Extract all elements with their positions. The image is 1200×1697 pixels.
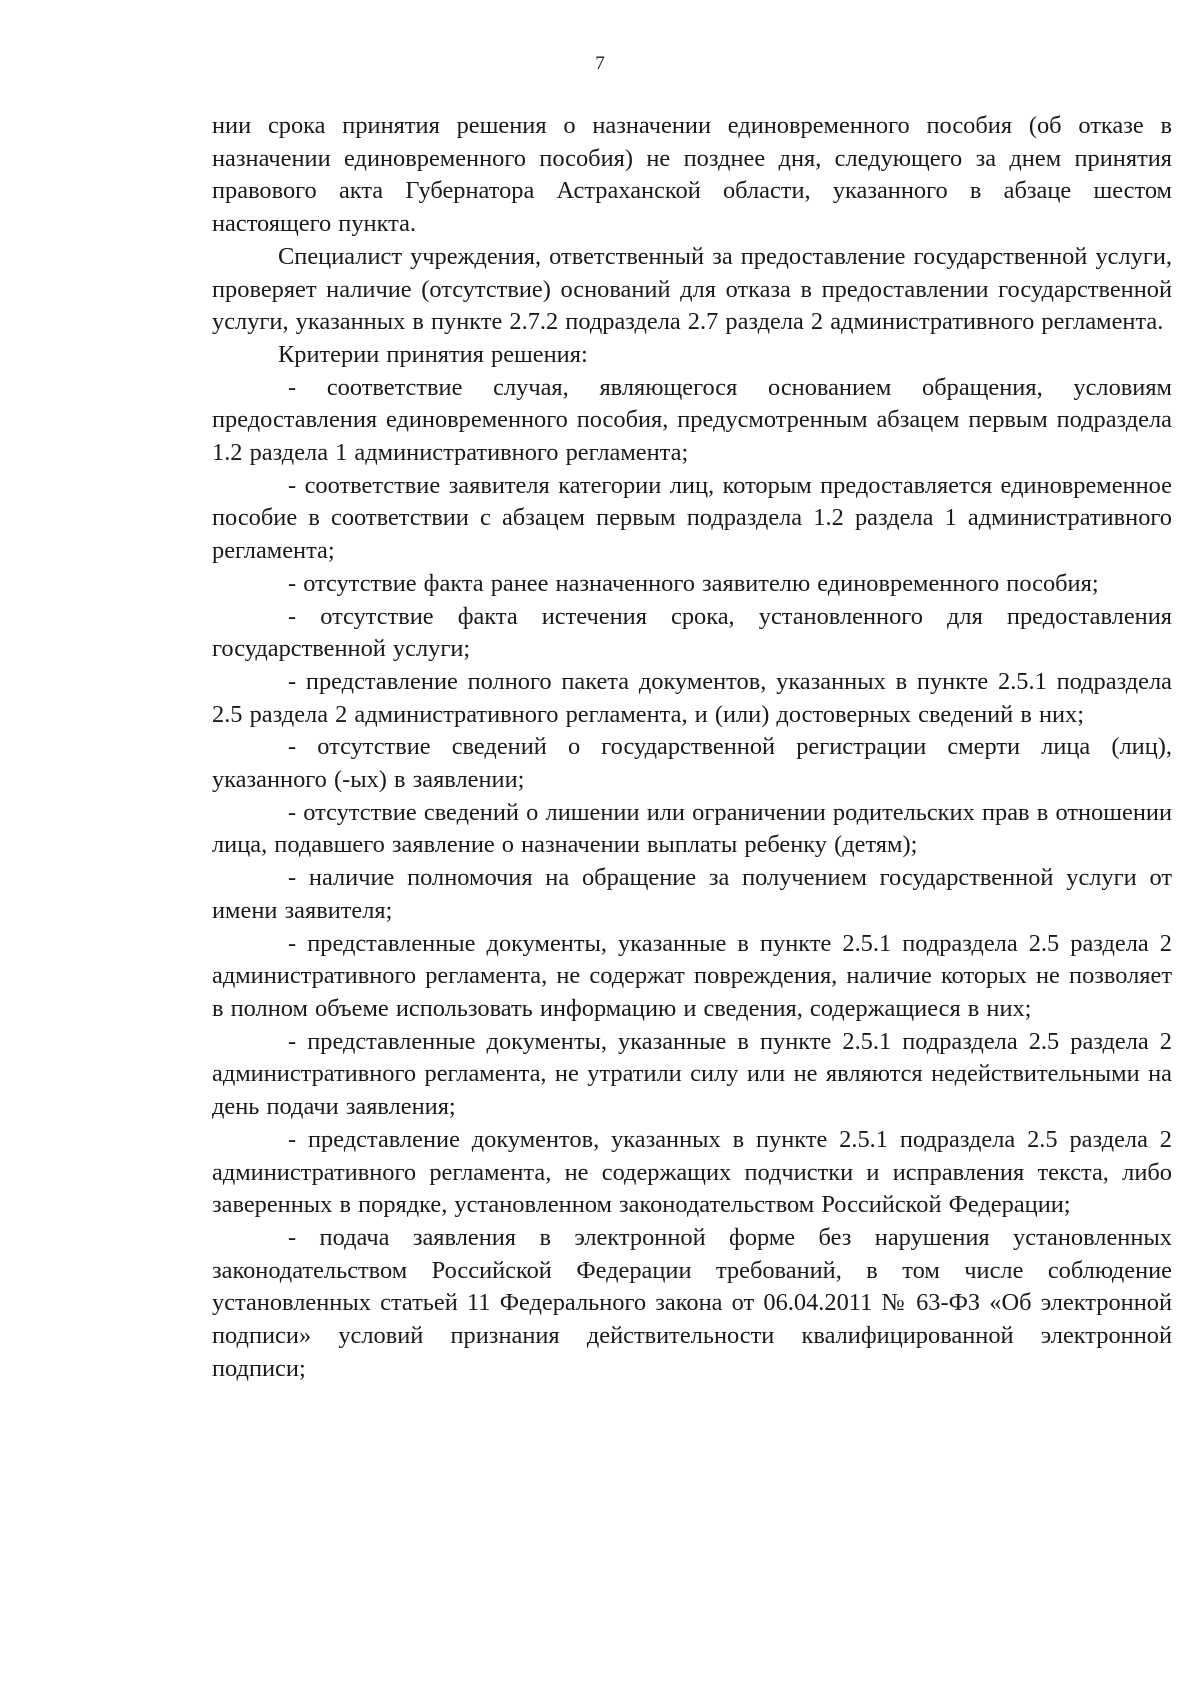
criterion-authority-to-apply: - наличие полномочия на обращение за получением государственной услуги от имени заявителя;	[212, 864, 1172, 924]
document-body	[212, 110, 1172, 1385]
criterion-no-prior-benefit: - отсутствие факта ранее назначенного заявителю единовременного пособия;	[288, 569, 1099, 597]
criterion-electronic-signature: - подача заявления в электронной форме без нарушения установленных законодательством Российской Федерации требований, в том числе соблюдение установленных статьей 11 Федерального закона от 06.04.2011 № 63-ФЗ «Об электронной подписи» условий признания действительности квалифицированной электронной подписи;	[212, 1223, 1172, 1382]
criterion-applicant-category: - соответствие заявителя категории лиц, которым предоставляется единовременное пособие в соответствии с абзацем первым подраздела 1.2 раздела 1 административного регламента;	[212, 471, 1172, 565]
page-number: 7	[595, 53, 605, 74]
criterion-no-corrections: - представление документов, указанных в пункте 2.5.1 подраздела 2.5 раздела 2 административного регламента, не содержащих подчистки и исправления текста, либо заверенных в порядке, установленном законодательством Российской Федерации;	[212, 1125, 1172, 1219]
paragraph-decision-deadline: нии срока принятия решения о назначении единовременного пособия (об отказе в назначении единовременного пособия) не позднее дня, следующего за днем принятия правового акта Губернатора Астраханской области, указанного в абзаце шестом настоящего пункта.	[212, 112, 1172, 238]
criterion-term-not-expired: - отсутствие факта истечения срока, установленного для предоставления государственной услуги;	[212, 602, 1172, 663]
paragraph-criteria-heading: Критерии принятия решения:	[278, 340, 588, 368]
criterion-documents-valid: - представленные документы, указанные в пункте 2.5.1 подраздела 2.5 раздела 2 административного регламента, не утратили силу или не являются недействительными на день подачи заявления;	[212, 1027, 1172, 1121]
criterion-full-document-package: - представление полного пакета документов, указанных в пункте 2.5.1 подраздела 2.5 раздела 2 административного регламента, и (или) достоверных сведений в них;	[212, 667, 1172, 728]
criterion-no-death-registration: - отсутствие сведений о государственной регистрации смерти лица (лиц), указанного (-ых) в заявлении;	[212, 733, 1172, 794]
paragraph-specialist-check: Специалист учреждения, ответственный за предоставление государственной услуги, проверяет наличие (отсутствие) оснований для отказа в предоставлении государственной услуги, указанных в пункте 2.7.2 подраздела 2.7 раздела 2 административного регламента.	[212, 242, 1172, 336]
criterion-no-parental-rights-deprivation: - отсутствие сведений о лишении или ограничении родительских прав в отношении лица, подавшего заявление о назначении выплаты ребенку (детям);	[212, 798, 1172, 859]
criterion-documents-undamaged: - представленные документы, указанные в пункте 2.5.1 подраздела 2.5 раздела 2 административного регламента, не содержат повреждения, наличие которых не позволяет в полном объеме использовать информацию и сведения, содержащиеся в них;	[212, 929, 1172, 1022]
criterion-case-conditions: - соответствие случая, являющегося основанием обращения, условиям предоставления единовременного пособия, предусмотренным абзацем первым подраздела 1.2 раздела 1 административного регламента;	[212, 373, 1172, 467]
